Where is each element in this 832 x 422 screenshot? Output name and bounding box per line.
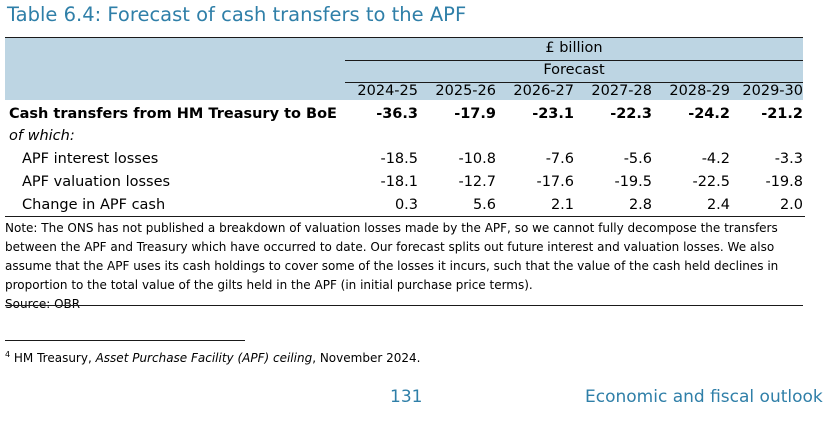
table-cell: 2.4 [706,197,730,213]
table-title: Table 6.4: Forecast of cash transfers to the APF [7,3,467,26]
footnote-italic-title: Asset Purchase Facility (APF) ceiling [95,351,313,365]
year-header: 2025-26 [435,83,496,99]
table-cell: -12.7 [458,174,496,190]
table-row [5,172,803,194]
table-cell: -17.6 [536,174,574,190]
page-number: 131 [390,387,423,407]
table-cell: -18.1 [380,174,418,190]
year-header: 2024-25 [357,83,418,99]
note-line: proportion to the total value of the gilts held in the APF (in initial purchase price terms). [5,278,533,292]
publication-title: Economic and fiscal outlook [585,387,823,407]
table-cell: -10.8 [458,151,496,167]
year-header: 2027-28 [591,83,652,99]
table-row [5,104,803,126]
year-header: 2029-30 [742,83,803,99]
forecast-label: Forecast [543,62,605,78]
table-cell: -17.9 [454,106,496,122]
table-cell: -5.6 [623,151,652,167]
table-bottom-rule [5,305,803,306]
table-row [5,126,803,148]
table-cell: -23.1 [532,106,574,122]
table-row [5,195,803,217]
table-cell: 2.0 [779,197,803,213]
note-line: Note: The ONS has not published a breakdown of valuation losses made by the APF, so we cannot fully decompose the transfers [5,221,778,235]
table-cell: -22.5 [692,174,730,190]
note-line: assume that the APF uses its cash holdings to cover some of the losses it incurs, such that the value of the cash held declines in [5,259,779,273]
row-label: of which: [9,128,75,144]
year-header: 2028-29 [669,83,730,99]
table-cell: -22.3 [610,106,652,122]
table-cell: -4.2 [701,151,730,167]
table-cell: -24.2 [688,106,730,122]
table-cell: -3.3 [774,151,803,167]
unit-label: £ billion [545,40,603,56]
footnote [5,350,420,365]
row-label: APF valuation losses [22,174,171,190]
footnote-prefix: HM Treasury, [10,351,96,365]
table-header [5,38,803,100]
table-cell: -19.8 [765,174,803,190]
source-line: Source: OBR [5,297,81,311]
table-notes [5,216,805,314]
table-cell: -18.5 [380,151,418,167]
table-cell: 0.3 [394,197,418,213]
table-cell: 5.6 [472,197,496,213]
cash-transfers-table [5,37,803,213]
header-rule [345,60,803,61]
footnote-separator [5,340,245,341]
row-label: Change in APF cash [22,197,166,213]
table-cell: -36.3 [376,106,418,122]
table-cell: -21.2 [761,106,803,122]
year-header: 2026-27 [513,83,574,99]
table-cell: -7.6 [545,151,574,167]
table-cell: 2.8 [628,197,652,213]
table-cell: 2.1 [550,197,574,213]
footnote-suffix: , November 2024. [312,351,421,365]
note-line: between the APF and Treasury which have occurred to date. Our forecast splits out future interest and valuation losses. We also [5,240,775,254]
row-label: Cash transfers from HM Treasury to BoE [9,106,337,122]
footnote-marker: 4 [5,350,11,359]
row-label: APF interest losses [22,151,159,167]
table-cell: -19.5 [614,174,652,190]
table-row [5,149,803,171]
